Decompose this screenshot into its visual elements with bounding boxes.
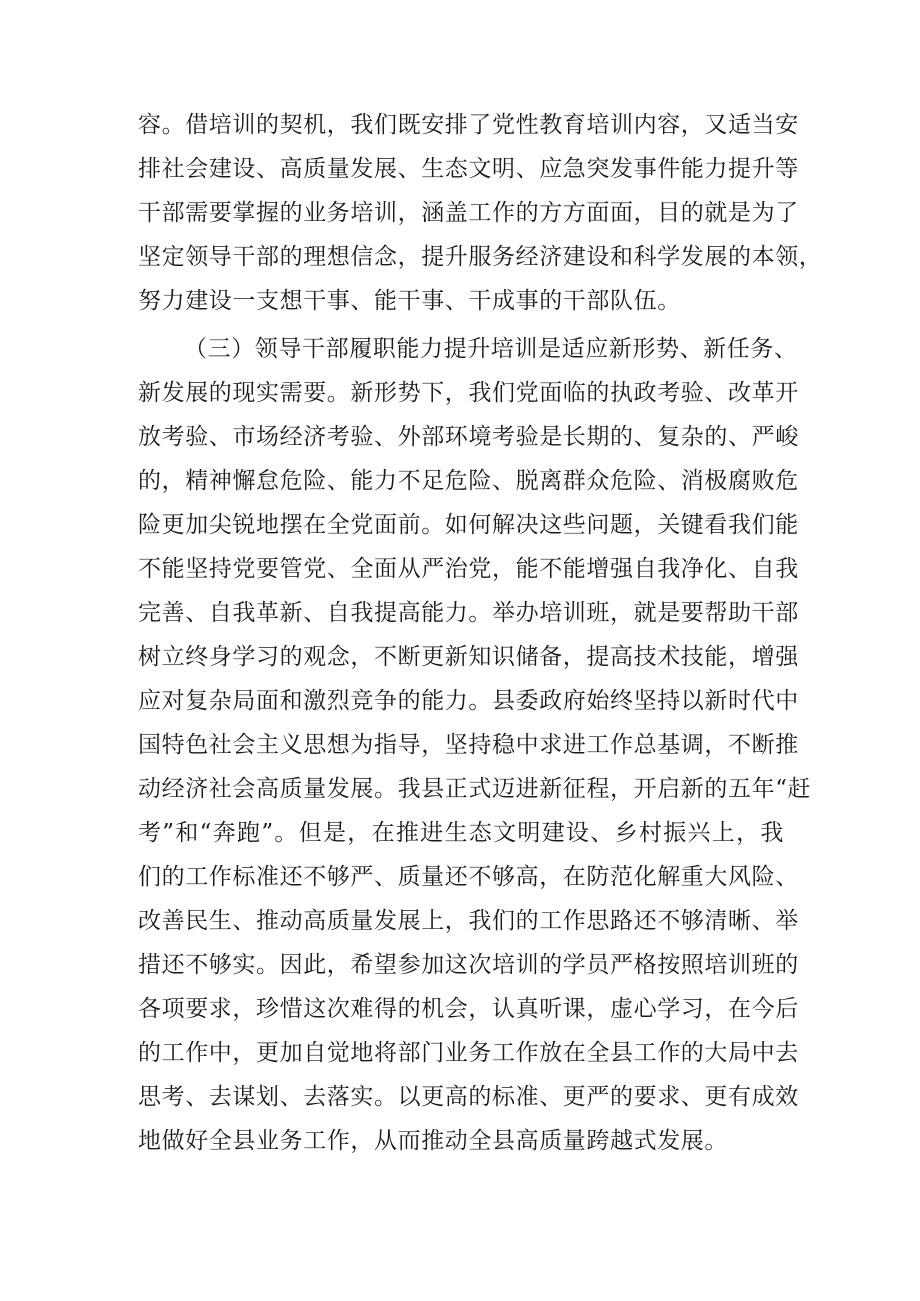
text-line: 们的工作标准还不够严、质量还不够高，在防范化解重大风险、 bbox=[138, 864, 799, 890]
text-line: 的工作中，更加自觉地将部门业务工作放在全县工作的大局中去 bbox=[138, 1040, 799, 1066]
text-line: 不能坚持党要管党、全面从严治党，能不能增强自我净化、自我 bbox=[138, 556, 799, 582]
text-line: 完善、自我革新、自我提高能力。举办培训班，就是要帮助干部 bbox=[138, 600, 799, 626]
text-line: 措还不够实。因此，希望参加这次培训的学员严格按照培训班的 bbox=[138, 952, 799, 978]
paragraph-continuation bbox=[138, 103, 823, 323]
text-line: 考”和“奔跑”。但是，在推进生态文明建设、乡村振兴上，我 bbox=[138, 820, 784, 846]
text-line: 努力建设一支想干事、能干事、干成事的干部队伍。 bbox=[138, 288, 681, 314]
text-line: 改善民生、推动高质量发展上，我们的工作思路还不够清晰、举 bbox=[138, 908, 799, 934]
text-line: 坚定领导干部的理想信念，提升服务经济建设和科学发展的本领， bbox=[138, 244, 823, 270]
text-line: 放考验、市场经济考验、外部环境考验是长期的、复杂的、严峻 bbox=[138, 424, 799, 450]
text-line: 的，精神懈怠危险、能力不足危险、脱离群众危险、消极腐败危 bbox=[138, 468, 799, 494]
section-heading-line: （三）领导干部履职能力提升培训是适应新形势、新任务、 bbox=[184, 336, 798, 362]
text-line: 新发展的现实需要。新形势下，我们党面临的执政考验、改革开 bbox=[138, 380, 799, 406]
text-line: 干部需要掌握的业务培训，涵盖工作的方方面面，目的就是为了 bbox=[138, 200, 799, 226]
text-line: 思考、去谋划、去落实。以更高的标准、更严的要求、更有成效 bbox=[138, 1084, 799, 1110]
text-line: 应对复杂局面和激烈竞争的能力。县委政府始终坚持以新时代中 bbox=[138, 688, 799, 714]
text-line: 险更加尖锐地摆在全党面前。如何解决这些问题，关键看我们能 bbox=[138, 512, 799, 538]
text-line: 地做好全县业务工作，从而推动全县高质量跨越式发展。 bbox=[138, 1128, 728, 1154]
text-line: 国特色社会主义思想为指导，坚持稳中求进工作总基调，不断推 bbox=[138, 732, 799, 758]
document-body bbox=[138, 103, 823, 1163]
text-line: 动经济社会高质量发展。我县正式迈进新征程，开启新的五年“赶 bbox=[138, 776, 812, 802]
text-line: 排社会建设、高质量发展、生态文明、应急突发事件能力提升等 bbox=[138, 156, 799, 182]
text-line: 树立终身学习的观念，不断更新知识储备，提高技术技能，增强 bbox=[138, 644, 799, 670]
text-line: 容。借培训的契机，我们既安排了党性教育培训内容，又适当安 bbox=[138, 112, 799, 138]
paragraph-section-three bbox=[138, 327, 812, 1163]
text-line: 各项要求，珍惜这次难得的机会，认真听课，虚心学习，在今后 bbox=[138, 996, 799, 1022]
